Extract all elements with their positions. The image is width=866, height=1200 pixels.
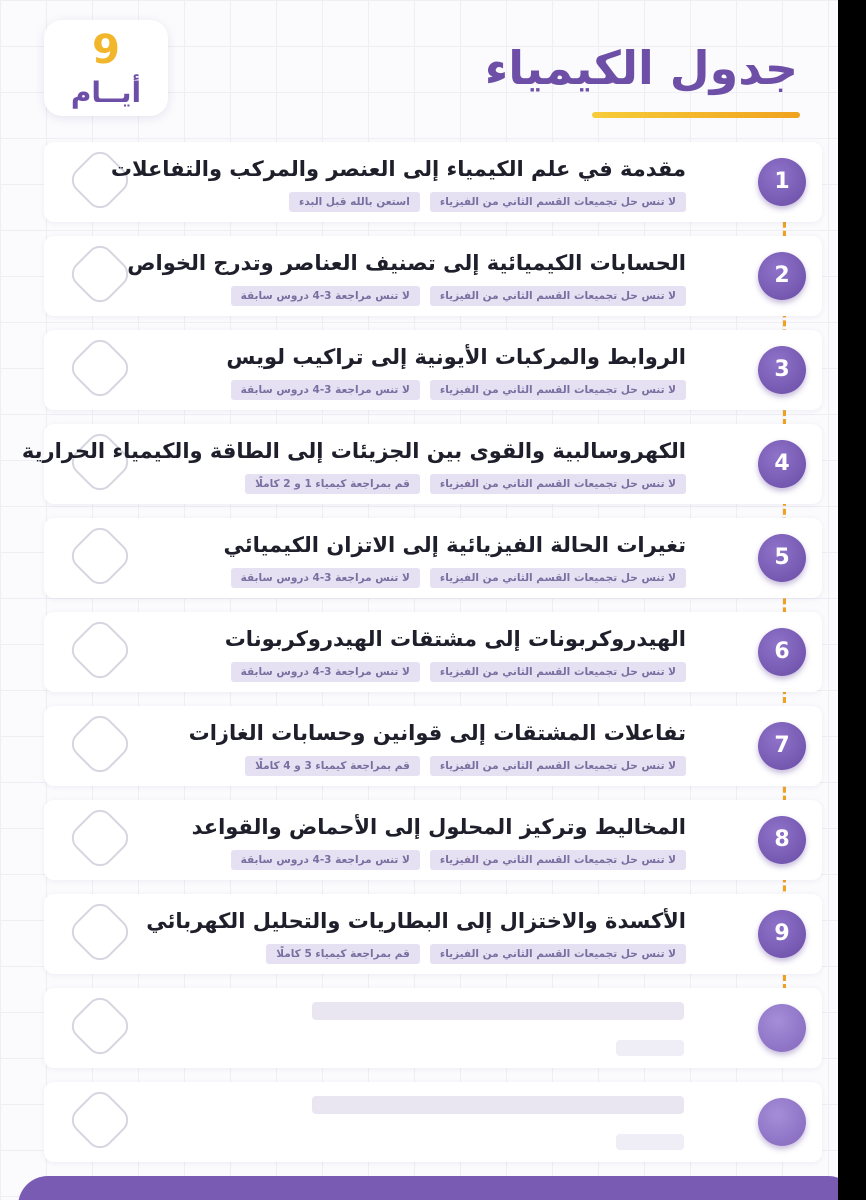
schedule-row[interactable] bbox=[21, 424, 822, 504]
row-tags bbox=[245, 474, 686, 494]
note-tag: لا تنس مراجعة 3-4 دروس سابقة bbox=[231, 286, 420, 306]
skeleton-line bbox=[616, 1040, 684, 1056]
row-tags bbox=[245, 756, 686, 776]
schedule-row[interactable] bbox=[44, 142, 822, 222]
row-tags bbox=[231, 286, 686, 306]
lesson-title: المخاليط وتركيز المحلول إلى الأحماض والقواعد bbox=[191, 815, 686, 839]
note-tag: لا تنس مراجعة 3-4 دروس سابقة bbox=[231, 568, 420, 588]
placeholder-row bbox=[44, 988, 822, 1068]
row-tags bbox=[231, 380, 686, 400]
page-title: جدول الكيمياء bbox=[484, 41, 798, 95]
note-tag: لا تنس حل تجميعات القسم الثاني من الفيزياء bbox=[430, 380, 686, 400]
note-tag: لا تنس حل تجميعات القسم الثاني من الفيزياء bbox=[430, 944, 686, 964]
day-number-badge: 2 bbox=[758, 252, 806, 300]
schedule-row[interactable] bbox=[44, 518, 822, 598]
day-number-badge: 5 bbox=[758, 534, 806, 582]
note-tag: استعن بالله قبل البدء bbox=[289, 192, 420, 212]
note-tag: لا تنس مراجعة 3-4 دروس سابقة bbox=[231, 380, 420, 400]
day-number-badge: 8 bbox=[758, 816, 806, 864]
lesson-title: تفاعلات المشتقات إلى قوانين وحسابات الغازات bbox=[188, 721, 686, 745]
schedule-row[interactable] bbox=[44, 236, 822, 316]
schedule-row[interactable] bbox=[44, 330, 822, 410]
skeleton-line bbox=[312, 1002, 684, 1020]
day-number-badge: 7 bbox=[758, 722, 806, 770]
lesson-title: الحسابات الكيميائية إلى تصنيف العناصر وتدرج الخواص bbox=[127, 251, 686, 275]
note-tag: لا تنس حل تجميعات القسم الثاني من الفيزياء bbox=[430, 286, 686, 306]
days-count: 9 bbox=[92, 27, 120, 73]
day-number-badge bbox=[758, 1098, 806, 1146]
note-tag: لا تنس حل تجميعات القسم الثاني من الفيزياء bbox=[430, 850, 686, 870]
lesson-title: تغيرات الحالة الفيزيائية إلى الاتزان الكيميائي bbox=[223, 533, 686, 557]
lesson-title: مقدمة في علم الكيمياء إلى العنصر والمركب والتفاعلات bbox=[110, 157, 686, 181]
row-tags bbox=[231, 568, 686, 588]
skeleton-line bbox=[312, 1096, 684, 1114]
checkbox-icon[interactable] bbox=[66, 992, 134, 1060]
bottom-bar[interactable] bbox=[18, 1176, 838, 1200]
schedule-row[interactable] bbox=[44, 894, 822, 974]
lesson-title: الكهروسالبية والقوى بين الجزيئات إلى الطاقة والكيمياء الحرارية bbox=[21, 439, 686, 463]
day-number-badge: 9 bbox=[758, 910, 806, 958]
note-tag: قم بمراجعة كيمياء 5 كاملًا bbox=[266, 944, 420, 964]
day-number-badge: 1 bbox=[758, 158, 806, 206]
note-tag: لا تنس حل تجميعات القسم الثاني من الفيزياء bbox=[430, 568, 686, 588]
note-tag: قم بمراجعة كيمياء 3 و 4 كاملًا bbox=[245, 756, 420, 776]
days-badge bbox=[44, 20, 168, 116]
row-tags bbox=[231, 850, 686, 870]
row-tags bbox=[266, 944, 686, 964]
day-number-badge: 6 bbox=[758, 628, 806, 676]
row-tags bbox=[231, 662, 686, 682]
lesson-title: الأكسدة والاختزال إلى البطاريات والتحليل الكهربائي bbox=[146, 909, 686, 933]
schedule-row[interactable] bbox=[44, 612, 822, 692]
checkbox-icon[interactable] bbox=[66, 1086, 134, 1154]
note-tag: لا تنس مراجعة 3-4 دروس سابقة bbox=[231, 662, 420, 682]
placeholder-row bbox=[44, 1082, 822, 1162]
note-tag: لا تنس حل تجميعات القسم الثاني من الفيزياء bbox=[430, 662, 686, 682]
note-tag: لا تنس حل تجميعات القسم الثاني من الفيزياء bbox=[430, 192, 686, 212]
lesson-title: الروابط والمركبات الأيونية إلى تراكيب لويس bbox=[226, 345, 686, 369]
note-tag: لا تنس حل تجميعات القسم الثاني من الفيزياء bbox=[430, 474, 686, 494]
skeleton-line bbox=[616, 1134, 684, 1150]
title-underline bbox=[592, 112, 800, 118]
day-number-badge: 4 bbox=[758, 440, 806, 488]
day-number-badge: 3 bbox=[758, 346, 806, 394]
note-tag: قم بمراجعة كيمياء 1 و 2 كاملًا bbox=[245, 474, 420, 494]
lesson-title: الهيدروكربونات إلى مشتقات الهيدروكربونات bbox=[224, 627, 686, 651]
note-tag: لا تنس مراجعة 3-4 دروس سابقة bbox=[231, 850, 420, 870]
schedule-row[interactable] bbox=[44, 800, 822, 880]
row-tags bbox=[289, 192, 686, 212]
schedule-row[interactable] bbox=[44, 706, 822, 786]
days-label: أيــام bbox=[70, 76, 142, 109]
note-tag: لا تنس حل تجميعات القسم الثاني من الفيزياء bbox=[430, 756, 686, 776]
day-number-badge bbox=[758, 1004, 806, 1052]
